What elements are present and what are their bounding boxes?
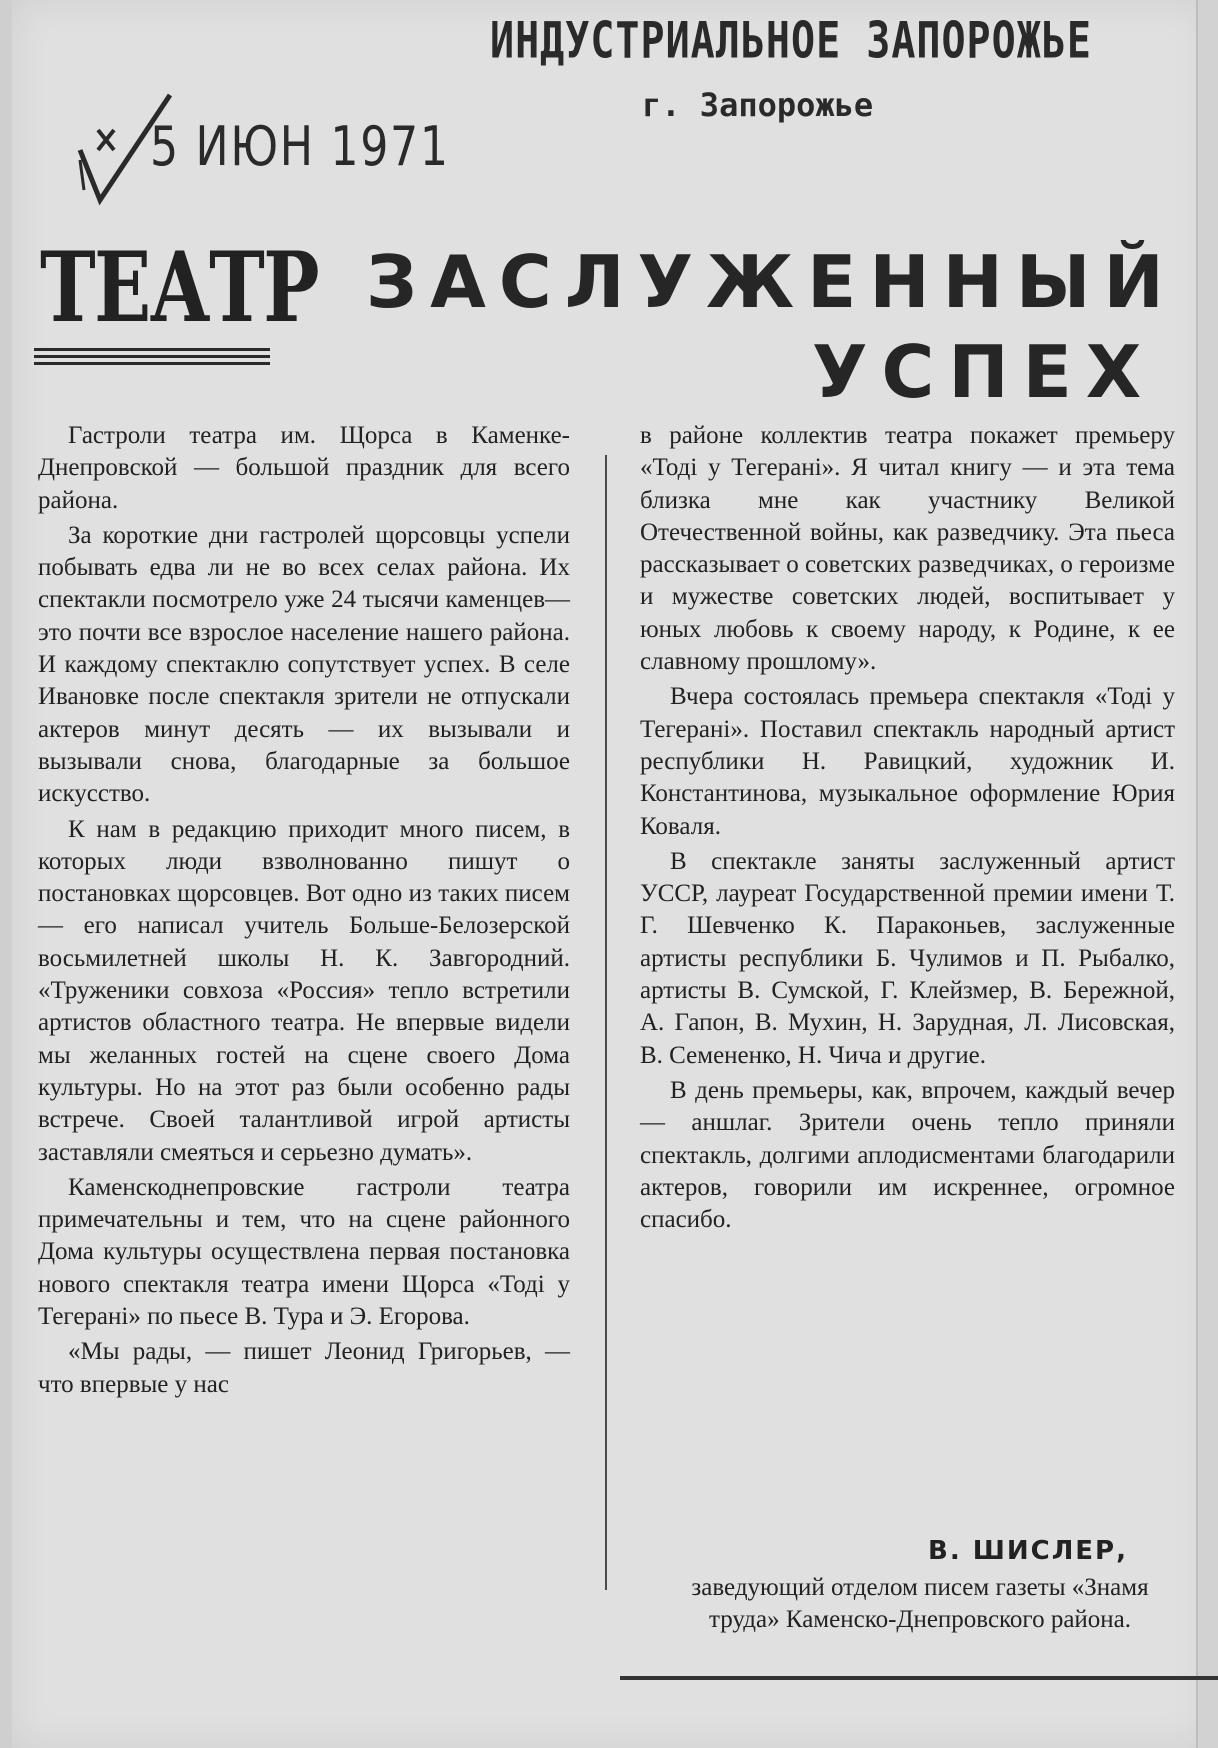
paragraph: В день премьеры, как, впрочем, каждый вечер — аншлаг. Зрители очень тепло приняли спектакль, долгими аплодисментами благодарили актеров, говорили им искреннее, огромное спасибо. bbox=[640, 1076, 1175, 1234]
author-name: В. ШИСЛЕР, bbox=[928, 1536, 1128, 1566]
city-stamp: г. Запорожье bbox=[642, 86, 874, 124]
paragraph: За короткие дни гастролей щорсовцы успели побывать едва ли не во всех селах района. Их спектакли посмотрело уже 24 тысячи каменцев—это почти все взрослое население нашего района. И каждому спектаклю сопутствует успех. В селе Ивановке после спектакля зрители не отпускали актеров минут десять — их вызывали и вызывали снова, благодарные за большое искусство. bbox=[38, 521, 570, 808]
paragraph: Вчера состоялась премьера спектакля «Тоді у Тегерані». Поставил спектакль народный артист республики Н. Равицкий, художник И. Константинова, музыкальное оформление Юрия Коваля. bbox=[640, 683, 1175, 840]
rubric-underline bbox=[34, 348, 270, 369]
paragraph: К нам в редакцию приходит много писем, в которых люди взволнованно пишут о постановках щорсовцев. Вот одно из таких писем — его написал учитель Больше-Белозерской восьмилетней школы Н. К. Завгородний. «Труженики совхоза «Россия» тепло встретили артистов областного театра. Не впервые видели мы желанных гостей на сцене своего Дома культуры. Но на этот раз были особенно рады встрече. Своей талантливой игрой артисты заставляли смеяться и серьезно думать». bbox=[38, 815, 570, 1166]
rubric-title: ТЕАТР bbox=[40, 231, 319, 344]
headline-line-2: УСПЕХ bbox=[812, 330, 1156, 414]
paragraph: В спектакле заняты заслуженный артист УССР, лауреат Государственной премии имени Т. Г. Шевченко К. Параконьев, заслуженные артисты республики Б. Чулимов и П. Рыбалко, артисты В. Сумской, Г. Клейзмер, В. Бережной, А. Гапон, В. Мухин, Н. Зарудная, Л. Лисовская, В. Семененко, Н. Чича и другие. bbox=[640, 847, 1175, 1069]
paragraph: Гастроли театра им. Щорса в Каменке-Днепровской — большой праздник для всего района. bbox=[38, 422, 570, 514]
paragraph: в районе коллектив театра покажет премьеру «Тоді у Тегерані». Я читал книгу — и эта тема близка мне как участнику Великой Отечественной войны, как разведчику. Эта пьеса рассказывает о советских разведчиках, о героизме и мужестве советских людей, воспитывает у юных любовь к своему народу, к Родине, к ее славному прошлому». bbox=[640, 422, 1175, 676]
bottom-rule bbox=[620, 1676, 1218, 1680]
headline-line-1: ЗАСЛУЖЕННЫЙ bbox=[366, 240, 1177, 324]
article-left-column bbox=[38, 420, 570, 1401]
date-stamp: 5 ИЮН 1971 bbox=[150, 115, 450, 178]
author-title: заведующий отделом писем газеты «Знамя труда» Каменско-Днепровского района. bbox=[691, 1574, 1149, 1633]
column-divider bbox=[605, 455, 607, 1590]
paragraph: Каменскоднепровские гастроли театра примечательны и тем, что на сцене районного Дома культуры осуществлена первая постановка нового спектакля театра имени Щорса «Тоді у Тегерані» по пьесе В. Тура и Э. Егорова. bbox=[38, 1173, 570, 1331]
article-right-column bbox=[640, 420, 1175, 1236]
newspaper-name-stamp: ИНДУСТРИАЛЬНОЕ ЗАПОРОЖЬЕ bbox=[490, 12, 1092, 70]
scan-left-edge bbox=[0, 0, 12, 1748]
paragraph: «Мы рады, — пишет Леонид Григорьев, — что впервые у нас bbox=[38, 1338, 570, 1398]
scan-right-edge bbox=[1196, 0, 1218, 1748]
